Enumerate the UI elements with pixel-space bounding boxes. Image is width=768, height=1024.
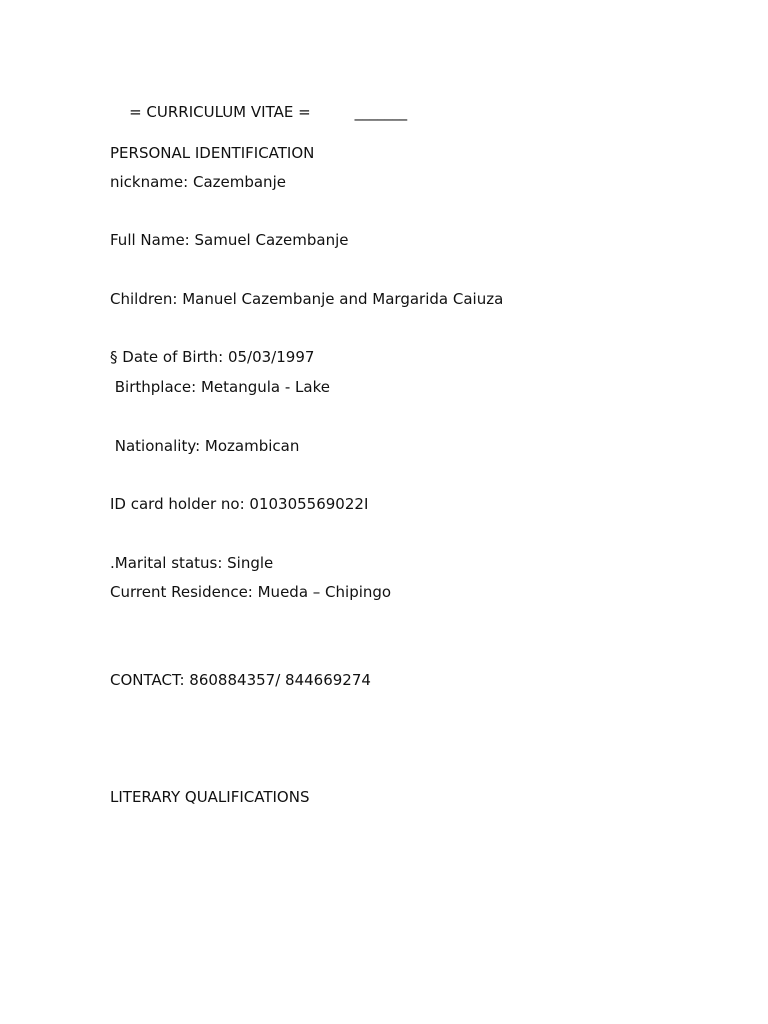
nationality-line: Nationality: Mozambican bbox=[110, 437, 300, 455]
nickname-line: nickname: Cazembanje bbox=[110, 173, 286, 191]
date-of-birth-line: § Date of Birth: 05/03/1997 bbox=[110, 348, 315, 366]
contact-line: CONTACT: 860884357/ 844669274 bbox=[110, 671, 371, 689]
personal-identification-heading: PERSONAL IDENTIFICATION bbox=[110, 144, 315, 162]
current-residence-line: Current Residence: Mueda – Chipingo bbox=[110, 583, 392, 601]
id-card-line: ID card holder no: 010305569022I bbox=[110, 495, 369, 513]
full-name-line: Full Name: Samuel Cazembanje bbox=[110, 231, 349, 249]
children-line: Children: Manuel Cazembanje and Margarida Caiuza bbox=[110, 290, 504, 308]
literary-qualifications-heading: LITERARY QUALIFICATIONS bbox=[110, 788, 310, 806]
cv-title-row bbox=[110, 85, 407, 139]
birthplace-line: Birthplace: Metangula - Lake bbox=[110, 378, 330, 396]
marital-status-line: .Marital status: Single bbox=[110, 554, 274, 572]
cv-title: = CURRICULUM VITAE = bbox=[129, 103, 311, 121]
title-blank-line: _______ bbox=[354, 103, 408, 121]
